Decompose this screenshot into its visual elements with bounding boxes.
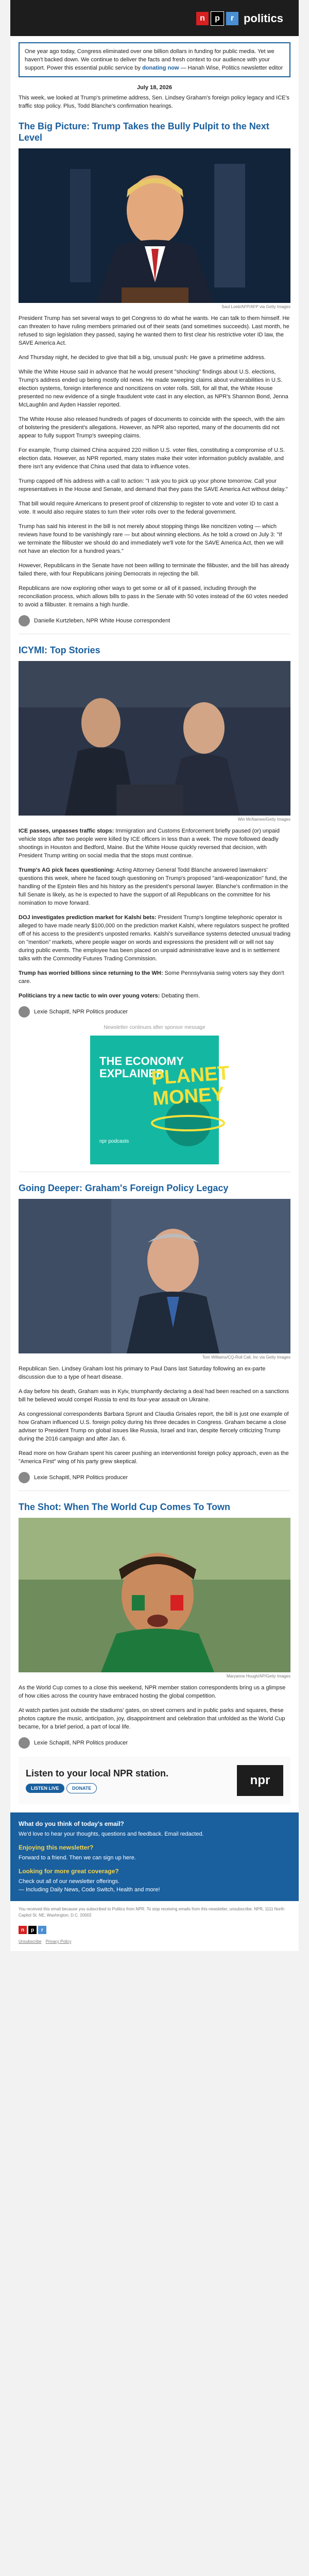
story3-paragraph: As congressional correspondents Barbara Sprunt and Claudia Grisales report, the bill is just one example of how Graham influenced U.S. foreign policy during his three decades in Congress. Graham became a close adviser to President Trump on global issues like Russia, Israel and Iran, despite fiercely criticizing Trump during the 2016 campaign and after Jan. 6. bbox=[19, 1411, 289, 1442]
avatar bbox=[19, 615, 30, 626]
divider bbox=[19, 1490, 290, 1491]
story3-byline bbox=[19, 1472, 290, 1483]
newsletters-sub: — Including Daily News, Code Switch, Health and more! bbox=[19, 1887, 160, 1893]
enjoy-question: Enjoying this newsletter? bbox=[19, 1844, 94, 1851]
section-title-big-picture[interactable]: The Big Picture: Trump Takes the Bully Pulpit to the Next Level bbox=[19, 121, 269, 143]
icymi-photo-illustration bbox=[19, 661, 290, 816]
story1-paragraph: However, Republicans in the Senate have not been willing to terminate the filibuster, and the bill has already failed there, with four Republicans joining Democrats in rejecting the bill. bbox=[19, 563, 289, 577]
icymi-item: DOJ investigates prediction market for Kalshi bets: President Trump's longtime telephonic operator is alleged to have made nearly $100,000 on the prediction market Kalshi, where regulators suspect he profited off of his access to the president's unposted remarks. Kalshi's surveillance systems detected unusual trading on "mention" markets, where people wager on words and expressions the president will or will not say during public events. The employee has been placed on unpaid administrative leave and is in settlement talks with the Commodity Futures Trading Commission. bbox=[19, 914, 290, 962]
icymi-item: Trump has worried billions since returning to the WH: Some Pennsylvania swing voters say they don't care. bbox=[19, 970, 284, 985]
world-cup-photo bbox=[19, 1518, 290, 1672]
feedback-question: What do you think of today's email? bbox=[19, 1820, 124, 1827]
graham-photo-illustration bbox=[19, 1199, 290, 1353]
icymi-photo bbox=[19, 661, 290, 816]
story1-byline bbox=[19, 615, 290, 626]
story1-paragraph: That bill would require Americans to present proof of citizenship to register to vote and voter ID to cast a vote. It would also require states to turn their voter rolls over to the federal government. bbox=[19, 501, 279, 515]
section-title-the-shot[interactable]: The Shot: When The World Cup Comes To Town bbox=[19, 1502, 230, 1512]
icymi-item: Trump's AG pick faces questioning: Acting Attorney General Todd Blanche answered lawmakers' questions this week, where he faced tough questioning on Trump's proposed "anti-weaponization" fund, the handling of the Epstein files and his history as the president's personal lawyer. Blanche's confirmation in the full Senate is likely, as he is expected to have the support of all Republicans on the committee for his nomination to move forward. bbox=[19, 867, 288, 906]
listen-live-button[interactable]: LISTEN LIVE bbox=[26, 1784, 64, 1793]
more-coverage-question: Looking for more great coverage? bbox=[19, 1868, 119, 1875]
feedback-footer bbox=[10, 1812, 299, 1901]
npr-politics-logo[interactable] bbox=[196, 11, 283, 26]
story3-paragraph: Read more on how Graham spent his career pushing an interventionist foreign policy approach, even as the "America First" wing of his party grew skeptical. bbox=[19, 1450, 289, 1465]
funding-notice: One year ago today, Congress eliminated over one billion dollars in funding for public media. Yet we haven't backed down. We continue to deliver the facts and fresh context to our audience with your support. Power this essential public service by donating now — Hanah Wise, Politics newsletter editor bbox=[19, 42, 290, 77]
ad-headline-2: PLANET MONEY bbox=[150, 1062, 230, 1110]
avatar bbox=[19, 1737, 30, 1749]
donate-link[interactable]: donating now bbox=[142, 65, 179, 71]
sponsor-note: Newsletter continues after sponsor message bbox=[104, 1025, 205, 1030]
trump-photo bbox=[19, 148, 290, 303]
story1-paragraph: Trump has said his interest in the bill is not merely about stopping things like noncitizen voting — which reviews have found to be vanishingly rare — but about winning elections. As he told a crowd on July 3: "If we terminate the filibuster we should do and immediately we'll vote for the SAVE America Act, then we will not have an election for a hundred years." bbox=[19, 523, 284, 554]
logo-letter-p: p bbox=[211, 11, 224, 26]
story1-paragraph: Republicans are now exploring other ways to get some or all of it passed, including through the reconciliation process, which allows bills to pass in the Senate with 50 votes instead of the 60 votes needed to avoid a filibuster. It remains a high hurdle. bbox=[19, 585, 288, 608]
story3-paragraph: Republican Sen. Lindsey Graham lost his primary to Paul Dans last Saturday following an ex-parte discussion due to a type of heart disease. bbox=[19, 1366, 266, 1380]
footer-links bbox=[10, 1939, 299, 1951]
ad-headline-1: THE ECONOMY EXPLAINER bbox=[99, 1055, 184, 1080]
photo-credit: Tom Williams/CQ-Roll Call, Inc via Getty Images bbox=[202, 1355, 290, 1360]
story1-paragraph: President Trump has set several ways to get Congress to do what he wants. He can talk to them himself. He can threaten to have ruling members primaried out of their seats (and sometimes succeeds). Last month, he refused to sign legislation they passed, saying he wanted them to first clear his restrictive voter ID law, the SAVE America Act. bbox=[19, 315, 290, 346]
section-title-icymi[interactable]: ICYMI: Top Stories bbox=[19, 645, 100, 655]
avatar bbox=[19, 1006, 30, 1018]
planet-money-ad[interactable] bbox=[90, 1036, 230, 1164]
story4-paragraph: As the World Cup comes to a close this weekend, NPR member station correspondents bring us a glimpse of how cities across the country have embraced hosting the global competition. bbox=[19, 1685, 286, 1699]
story3-paragraph: A day before his death, Graham was in Kyiv, triumphantly declaring a deal had been reached on a sanctions bill he believed would compel Russia to end its four-year assault on Ukraine. bbox=[19, 1388, 289, 1403]
photo-credit: Win McNamee/Getty Images bbox=[237, 817, 290, 822]
logo-letter-r: r bbox=[226, 12, 238, 25]
section-title-going-deeper[interactable]: Going Deeper: Graham's Foreign Policy Legacy bbox=[19, 1183, 229, 1193]
world-cup-photo-illustration bbox=[19, 1518, 290, 1672]
story1-paragraph: For example, Trump claimed China acquired 220 million U.S. voter files, constituting a compromise of U.S. election data. However, as NPR reported, many states make their voter information publicly available, and there isn't any evidence that China used that data to influence votes. bbox=[19, 447, 285, 470]
story1-paragraph: While the White House said in advance that he would present "shocking" findings about U.S. elections, Trump's address ended up being mostly old news. He made sweeping claims about vulnerabilities in U.S. election systems, foreign interference and noncitizens on voter rolls. Still, for all that, the White House presented no new evidence of a single fraudulent vote cast in any election, as NPR's Shannon Bond, Jenna McLaughlin and Ayden Hassler reported. bbox=[19, 369, 288, 408]
logo-section-label: politics bbox=[243, 12, 283, 25]
npr-logo-icon: npr bbox=[237, 1765, 283, 1796]
ad-source: npr podcasts bbox=[99, 1139, 129, 1144]
photo-credit: Saul Loeb/AFP/AFP via Getty Images bbox=[221, 304, 290, 309]
header bbox=[10, 0, 299, 36]
trump-photo-illustration bbox=[19, 148, 290, 303]
byline-text[interactable]: Lexie Schapitl, NPR Politics producer bbox=[34, 1740, 128, 1746]
story1-paragraph: Trump capped off his address with a call to action: "I ask you to pick up your phone tomorrow. Call your representatives in the House and Senate, and demand that they pass the SAVE America Act without delay." bbox=[19, 478, 288, 493]
photo-credit: Maryanne Hough/AP/Getty Images bbox=[226, 1674, 290, 1679]
feedback-line[interactable]: We'd love to hear your thoughts, questions and feedback. Email redacted. bbox=[19, 1831, 204, 1837]
story1-paragraph: And Thursday night, he decided to give that bill a big, unusual push: He gave a primetime address. bbox=[19, 354, 266, 361]
icymi-item: ICE passes, unpasses traffic stops: Immigration and Customs Enforcement briefly paused (or) unpaid vehicle stops after two people were killed by ICE officers in less than a week. The move followed deadly shootings in Houston and Bedford, Maine. But the White House quickly reversed that decision, with President Trump writing on social media that the stops must continue. bbox=[19, 828, 280, 859]
legal-text: You received this email because you subscribed to Politics from NPR. To stop receiving emails from this newsletter, unsubscribe. NPR, 1111 North Capitol St. NE, Washington, D.C. 20002 bbox=[19, 1907, 285, 1918]
story4-paragraph: At watch parties just outside the stadiums' gates, on street corners and in public parks and squares, these photos capture the music, anticipation, joy, disappointment and celebration that unfolded as the World Cup became, for a brief period, a part of local life. bbox=[19, 1707, 285, 1730]
privacy-policy-link[interactable]: Privacy Policy bbox=[45, 1939, 72, 1944]
graham-photo bbox=[19, 1199, 290, 1353]
avatar bbox=[19, 1472, 30, 1483]
issue-date: July 18, 2026 bbox=[137, 84, 172, 91]
story2-byline bbox=[19, 1006, 290, 1018]
story4-byline bbox=[19, 1737, 290, 1749]
local-station-promo bbox=[19, 1757, 290, 1804]
intro-text: This week, we looked at Trump's primetime address, Sen. Lindsey Graham's foreign policy legacy and ICE's traffic stop policy. Plus, Todd Blanche's confirmation hearings. bbox=[19, 95, 289, 109]
byline-text[interactable]: Lexie Schapitl, NPR Politics producer bbox=[34, 1475, 128, 1481]
donate-button[interactable]: DONATE bbox=[66, 1783, 97, 1793]
byline-text[interactable]: Danielle Kurtzleben, NPR White House correspondent bbox=[34, 618, 170, 624]
promo-title: Listen to your local NPR station. bbox=[26, 1768, 169, 1778]
byline-text[interactable]: Lexie Schapitl, NPR Politics producer bbox=[34, 1009, 128, 1015]
logo-letter-n: n bbox=[196, 12, 209, 25]
story1-paragraph: The White House also released hundreds of pages of documents to coincide with the speech, with the aim of bolstering the president's allegations. However, as NPR also reported, many of the documents did not appear to fully support Trump's sweeping claims. bbox=[19, 416, 285, 439]
unsubscribe-link[interactable]: Unsubscribe bbox=[19, 1939, 42, 1944]
icymi-item: Politicians try a new tactic to win over young voters: Debating them. bbox=[19, 993, 200, 999]
footer-npr-logo[interactable]: n p r bbox=[10, 1924, 299, 1939]
forward-line[interactable]: Forward to a friend. Then we can sign up here. bbox=[19, 1855, 136, 1861]
newsletters-link[interactable]: Check out all of our newsletter offerings. bbox=[19, 1878, 120, 1885]
